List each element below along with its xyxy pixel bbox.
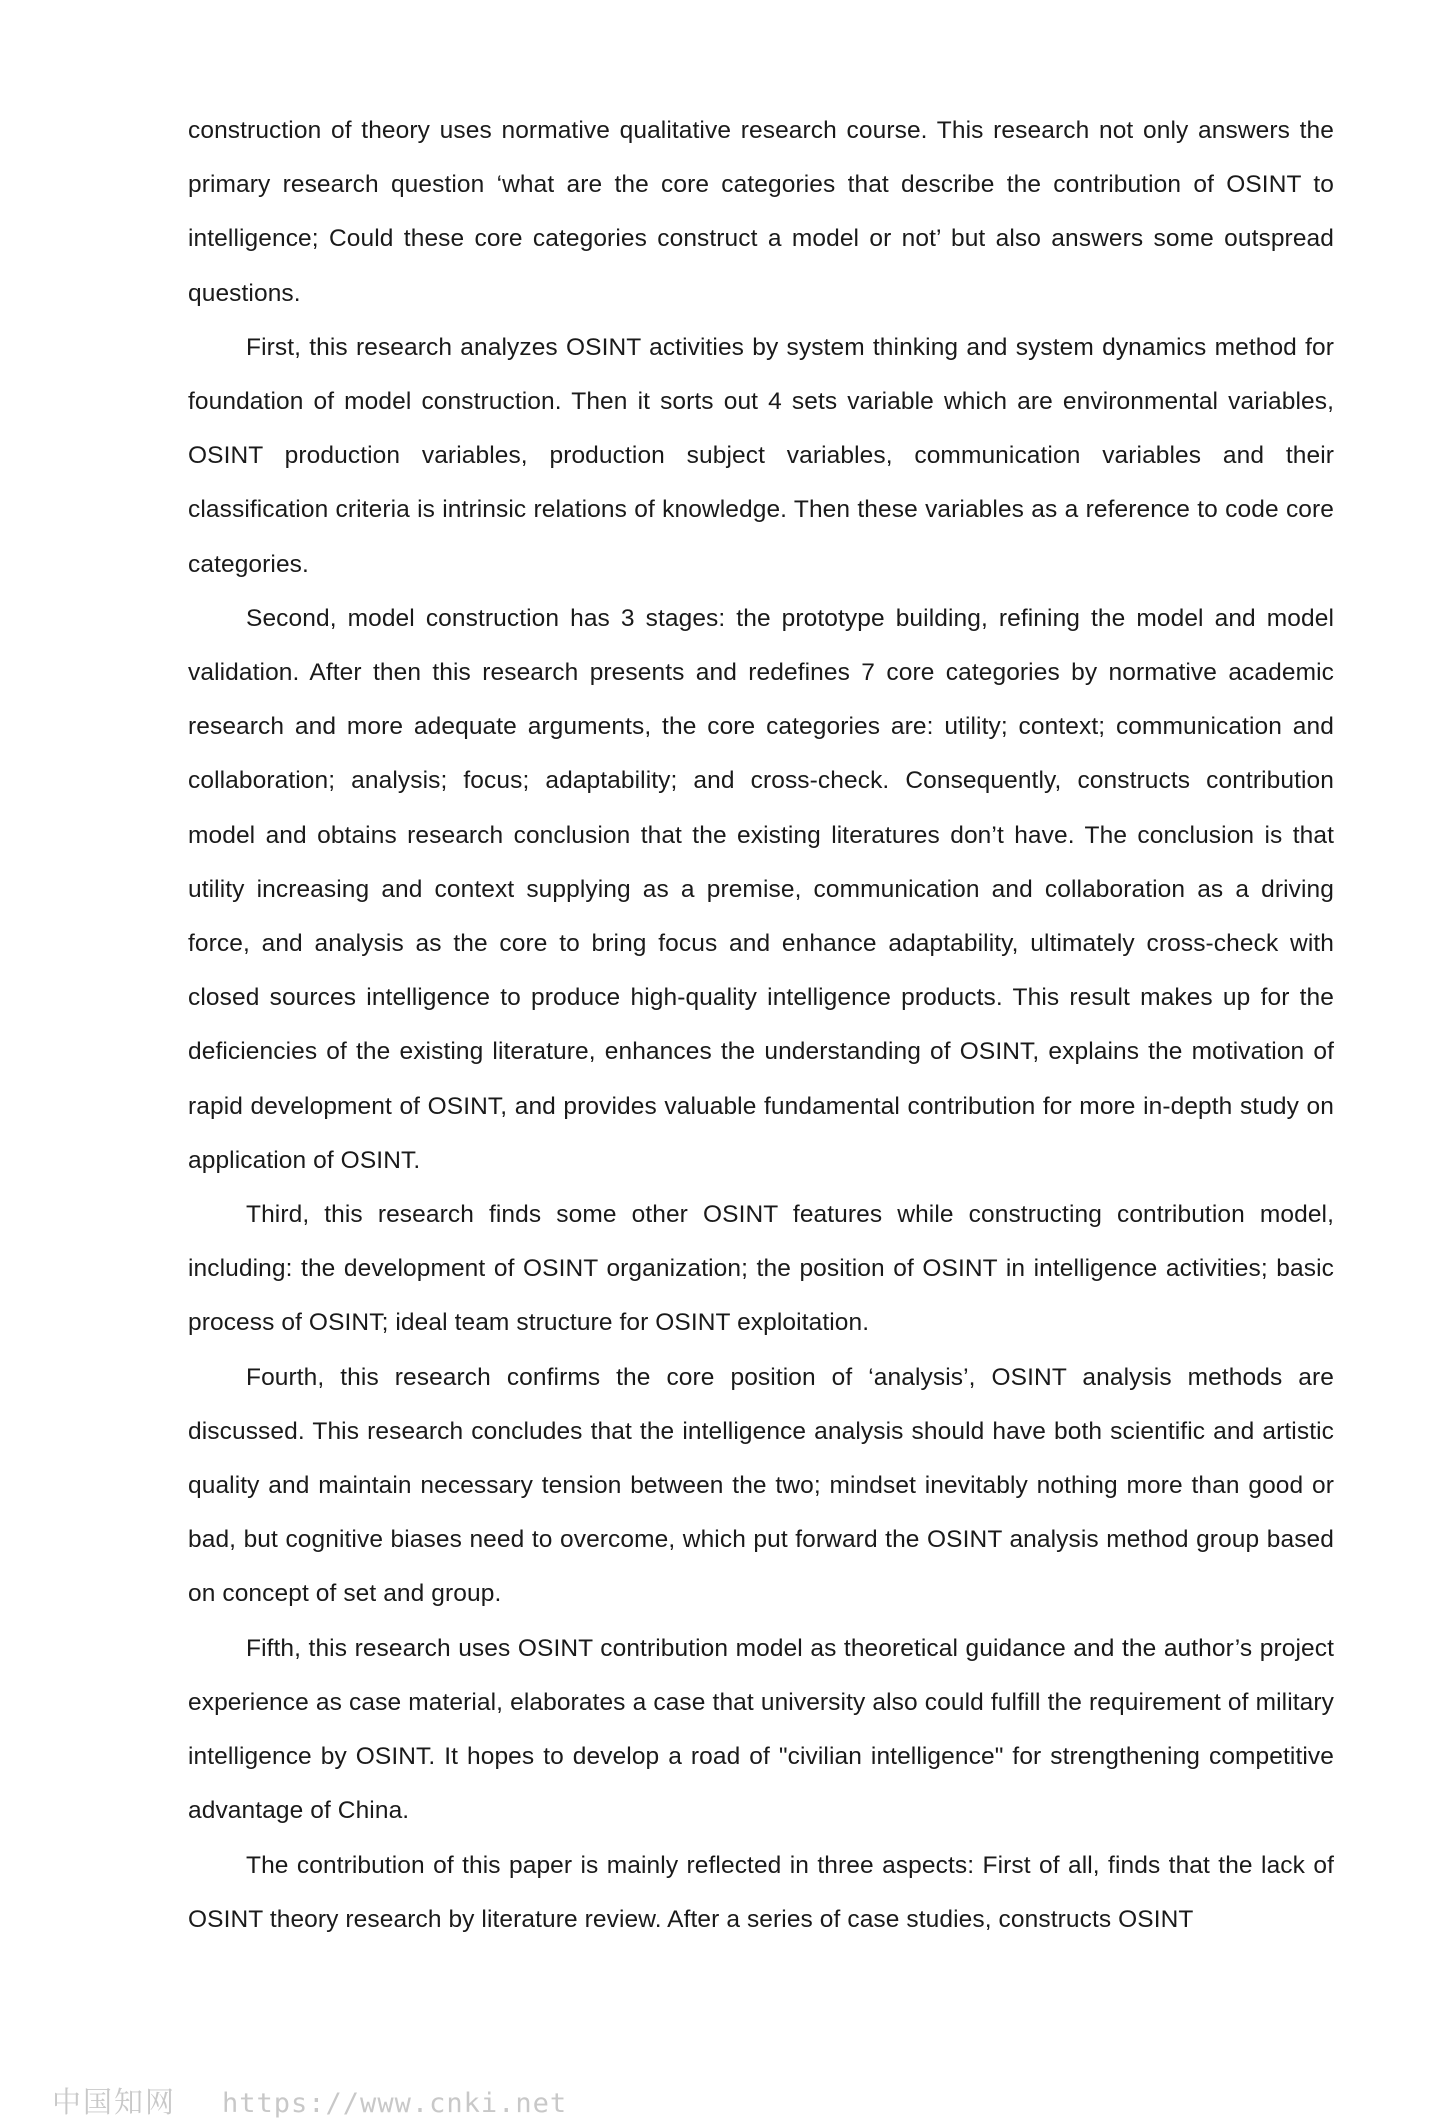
paragraph-4: Third, this research finds some other OSINT features while constructing contribution model, including: the development of OSINT organization; the position of OSINT in intelligence activities; basic process of OSINT; ideal team structure for OSINT exploitation. (188, 1201, 1334, 1337)
document-body (188, 104, 1334, 1947)
paragraph-6: Fifth, this research uses OSINT contribution model as theoretical guidance and the author’s project experience as case material, elaborates a case that university also could fulfill the requirement of military intelligence by OSINT. It hopes to develop a road of "civilian intelligence" for strengthening competitive advantage of China. (188, 1634, 1334, 1825)
watermark-url: https://www.cnki.net (222, 2088, 568, 2119)
cnki-watermark (52, 2080, 567, 2121)
paragraph-7: The contribution of this paper is mainly reflected in three aspects: First of all, finds that the lack of OSINT theory research by literature review. After a series of case studies, constructs OSINT (188, 1851, 1334, 1933)
watermark-cn-text: 中国知网 (52, 2085, 177, 2119)
paragraph-5: Fourth, this research confirms the core position of ‘analysis’, OSINT analysis methods are discussed. This research concludes that the intelligence analysis should have both scientific and artistic quality and maintain necessary tension between the two; mindset inevitably nothing more than good or bad, but cognitive biases need to overcome, which put forward the OSINT analysis method group based on concept of set and group. (188, 1363, 1334, 1608)
paragraph-3: Second, model construction has 3 stages: the prototype building, refining the model and model validation. After then this research presents and redefines 7 core categories by normative academic research and more adequate arguments, the core categories are: utility; context; communication and collaboration; analysis; focus; adaptability; and cross-check. Consequently, constructs contribution model and obtains research conclusion that the existing literatures don’t have. The conclusion is that utility increasing and context supplying as a premise, communication and collaboration as a driving force, and analysis as the core to bring focus and enhance adaptability, ultimately cross-check with closed sources intelligence to produce high-quality intelligence products. This result makes up for the deficiencies of the existing literature, enhances the understanding of OSINT, explains the motivation of rapid development of OSINT, and provides valuable fundamental contribution for more in-depth study on application of OSINT. (188, 604, 1334, 1174)
paragraph-2: First, this research analyzes OSINT activities by system thinking and system dynamics method for foundation of model construction. Then it sorts out 4 sets variable which are environmental variables, OSINT production variables, production subject variables, communication variables and their classification criteria is intrinsic relations of knowledge. Then these variables as a reference to code core categories. (188, 333, 1334, 578)
paragraph-1: construction of theory uses normative qualitative research course. This research not only answers the primary research question ‘what are the core categories that describe the contribution of OSINT to intelligence; Could these core categories construct a model or not’ but also answers some outspread questions. (188, 117, 1334, 307)
